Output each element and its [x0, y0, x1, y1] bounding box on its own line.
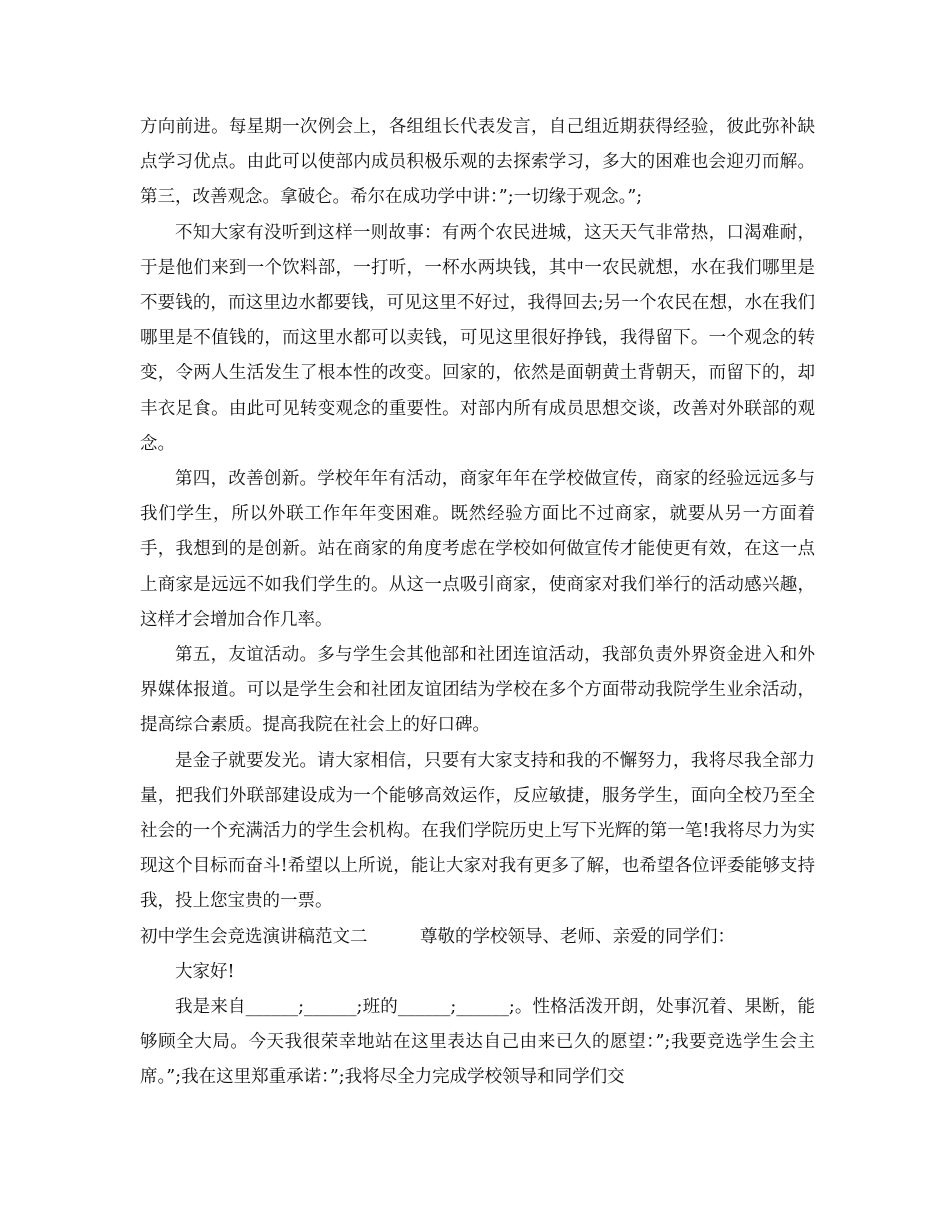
paragraph-greeting: 大家好! — [175, 961, 235, 982]
paragraph-fifth-point: 第五，友谊活动。多与学生会其他部和社团连谊活动，我部负责外界资金进入和外界媒体报道。可以是学生会和社团友谊团结为学校在多个方面带动我院学生业余活动，提高综合素质。提高我院在社会上的好口碑。 — [140, 645, 815, 736]
paragraph-continuation: 方向前进。每星期一次例会上，各组组长代表发言，自己组近期获得经验，彼此弥补缺点学习优点。由此可以使部内成员积极乐观的去探索学习，多大的困难也会迎刃而解。第三，改善观念。拿破仑。希尔在成功学中讲：”;一切缘于观念。”; — [140, 117, 815, 208]
paragraph-conclusion: 是金子就要发光。请大家相信，只要有大家支持和我的不懈努力，我将尽我全部力量，把我们外联部建设成为一个能够高效运作，反应敏捷，服务学生，面向全校乃至全社会的一个充满活力的学生会机构。在我们学院历史上写下光辉的第一笔!我将尽力为实现这个目标而奋斗!希望以上所说，能让大家对我有更多了解，也希望各位评委能够支持我，投上您宝贵的一票。 — [140, 750, 815, 912]
section-heading: 初中学生会竞选演讲稿范文二 尊敬的学校领导、老师、亲爱的同学们： — [140, 926, 735, 947]
paragraph-fourth-point: 第四，改善创新。学校年年有活动，商家年年在学校做宣传，商家的经验远远多与我们学生，所以外联工作年年变困难。既然经验方面比不过商家，就要从另一方面着手，我想到的是创新。站在商家的角度考虑在学校如何做宣传才能使更有效，在这一点上商家是远远不如我们学生的。从这一点吸引商家，使商家对我们举行的活动感兴趣，这样才会增加合作几率。 — [140, 469, 815, 630]
paragraph-story: 不知大家有没听到这样一则故事：有两个农民进城，这天天气非常热，口渴难耐，于是他们来到一个饮料部，一打听，一杯水两块钱，其中一农民就想，水在我们哪里是不要钱的，而这里边水都要钱，可见这里不好过，我得回去;另一个农民在想，水在我们哪里是不值钱的，而这里水都可以卖钱，可见这里很好挣钱，我得留下。一个观念的转变，令两人生活发生了根本性的改变。回家的，依然是面朝黄土背朝天，而留下的，却丰衣足食。由此可见转变观念的重要性。对部内所有成员思想交谈，改善对外联部的观念。 — [140, 222, 815, 454]
paragraph-introduction: 我是来自______;______;班的______;______;。性格活泼开朗，处事沉着、果断，能够顾全大局。今天我很荣幸地站在这里表达自己由来已久的愿望：”;我要竞选学生会主席。”;我在这里郑重承诺：”;我将尽全力完成学校领导和同学们交 — [140, 997, 815, 1088]
document-body — [140, 110, 815, 1096]
